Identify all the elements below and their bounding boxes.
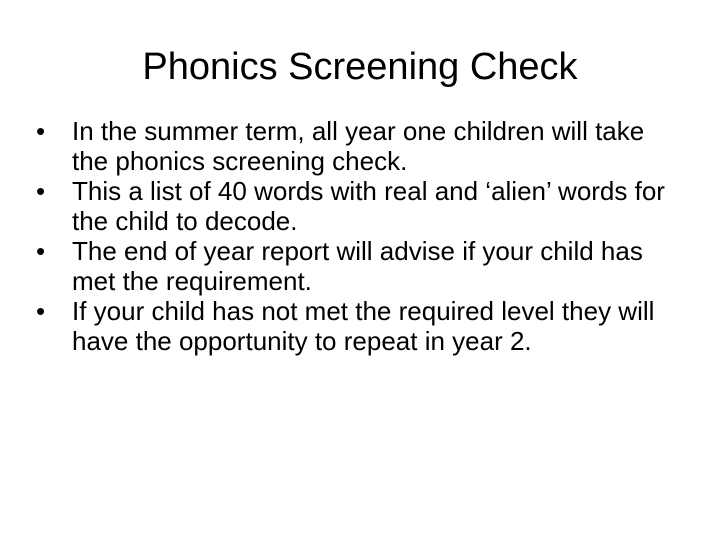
bullet-list [36, 116, 686, 356]
bullet-icon: • [36, 296, 46, 326]
bullet-item-2 [36, 176, 686, 236]
bullet-icon: • [36, 176, 46, 206]
bullet-text-3: The end of year report will advise if your child has met the requirement. [72, 236, 643, 296]
slide-title: Phonics Screening Check [142, 46, 578, 88]
bullet-item-4 [36, 296, 686, 356]
bullet-text-4: If your child has not met the required level they will have the opportunity to repeat in year 2. [72, 296, 655, 356]
bullet-text-2: This a list of 40 words with real and ‘alien’ words for the child to decode. [72, 176, 665, 236]
bullet-icon: • [36, 116, 46, 146]
bullet-icon: • [36, 236, 46, 266]
bullet-item-3 [36, 236, 686, 296]
bullet-item-1 [36, 116, 686, 176]
bullet-text-1: In the summer term, all year one children will take the phonics screening check. [72, 116, 645, 176]
